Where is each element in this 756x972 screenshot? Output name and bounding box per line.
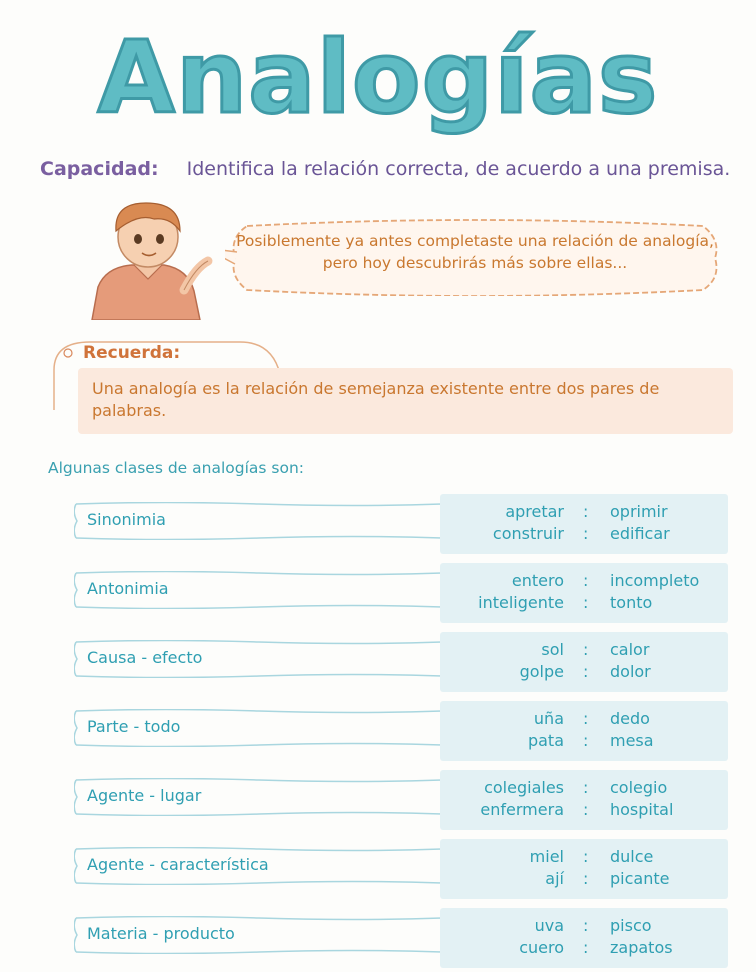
related-word: dulce <box>610 847 654 866</box>
recuerda-text: Una analogía es la relación de semejanza existente entre dos pares de palabras. <box>92 379 660 420</box>
related-word: mesa <box>610 731 654 750</box>
analogy-class-row <box>0 563 756 625</box>
pair-separator: : <box>583 593 589 612</box>
premise-word: ají <box>545 869 564 888</box>
related-word: tonto <box>610 593 653 612</box>
pair-separator: : <box>583 731 589 750</box>
analogy-class-row <box>0 839 756 901</box>
pair-separator: : <box>583 502 589 521</box>
related-word: oprimir <box>610 502 668 521</box>
premise-word: colegiales <box>484 778 564 797</box>
pair-separator: : <box>583 847 589 866</box>
classes-intro: Algunas clases de analogías son: <box>48 459 304 477</box>
pair-separator: : <box>583 571 589 590</box>
premise-word: uva <box>534 916 564 935</box>
pair-separator: : <box>583 916 589 935</box>
pair-separator: : <box>583 709 589 728</box>
pair-separator: : <box>583 524 589 543</box>
analogy-class-row <box>0 770 756 832</box>
bubble-text: Posiblemente ya antes completaste una relación de analogía, pero hoy descubrirás más sobre ellas... <box>236 232 714 272</box>
page-title: Analogías <box>97 19 659 136</box>
pair-separator: : <box>583 778 589 797</box>
related-word: calor <box>610 640 650 659</box>
recuerda-title: Recuerda: <box>83 343 181 363</box>
related-word: pisco <box>610 916 652 935</box>
related-word: incompleto <box>610 571 700 590</box>
class-label: Agente - característica <box>87 855 269 874</box>
analogy-class-row <box>0 908 756 970</box>
pair-separator: : <box>583 938 589 957</box>
related-word: edificar <box>610 524 670 543</box>
premise-word: sol <box>541 640 564 659</box>
pair-separator: : <box>583 662 589 681</box>
premise-word: inteligente <box>478 593 564 612</box>
class-label: Agente - lugar <box>87 786 202 805</box>
related-word: hospital <box>610 800 674 819</box>
premise-word: uña <box>533 709 564 728</box>
class-label: Materia - producto <box>87 924 235 943</box>
analogy-class-row <box>0 701 756 763</box>
analogy-class-row <box>0 632 756 694</box>
premise-word: miel <box>529 847 564 866</box>
related-word: colegio <box>610 778 668 797</box>
pair-separator: : <box>583 869 589 888</box>
related-word: picante <box>610 869 670 888</box>
pair-separator: : <box>583 640 589 659</box>
premise-word: pata <box>527 731 564 750</box>
related-word: dolor <box>610 662 651 681</box>
class-label: Sinonimia <box>87 510 166 529</box>
analogy-class-row <box>0 494 756 556</box>
capacidad-line <box>40 158 730 180</box>
class-label: Causa - efecto <box>87 648 203 667</box>
pair-separator: : <box>583 800 589 819</box>
boy-illustration <box>84 195 216 320</box>
premise-word: cuero <box>519 938 564 957</box>
capacidad-label: Capacidad: <box>40 158 159 180</box>
premise-word: apretar <box>505 502 564 521</box>
related-word: zapatos <box>610 938 673 957</box>
premise-word: entero <box>511 571 564 590</box>
related-word: dedo <box>610 709 650 728</box>
premise-word: enfermera <box>480 800 564 819</box>
premise-word: golpe <box>519 662 564 681</box>
premise-word: construir <box>492 524 564 543</box>
capacidad-text: Identifica la relación correcta, de acuerdo a una premisa. <box>186 158 731 180</box>
class-label: Antonimia <box>87 579 169 598</box>
class-label: Parte - todo <box>87 717 181 736</box>
